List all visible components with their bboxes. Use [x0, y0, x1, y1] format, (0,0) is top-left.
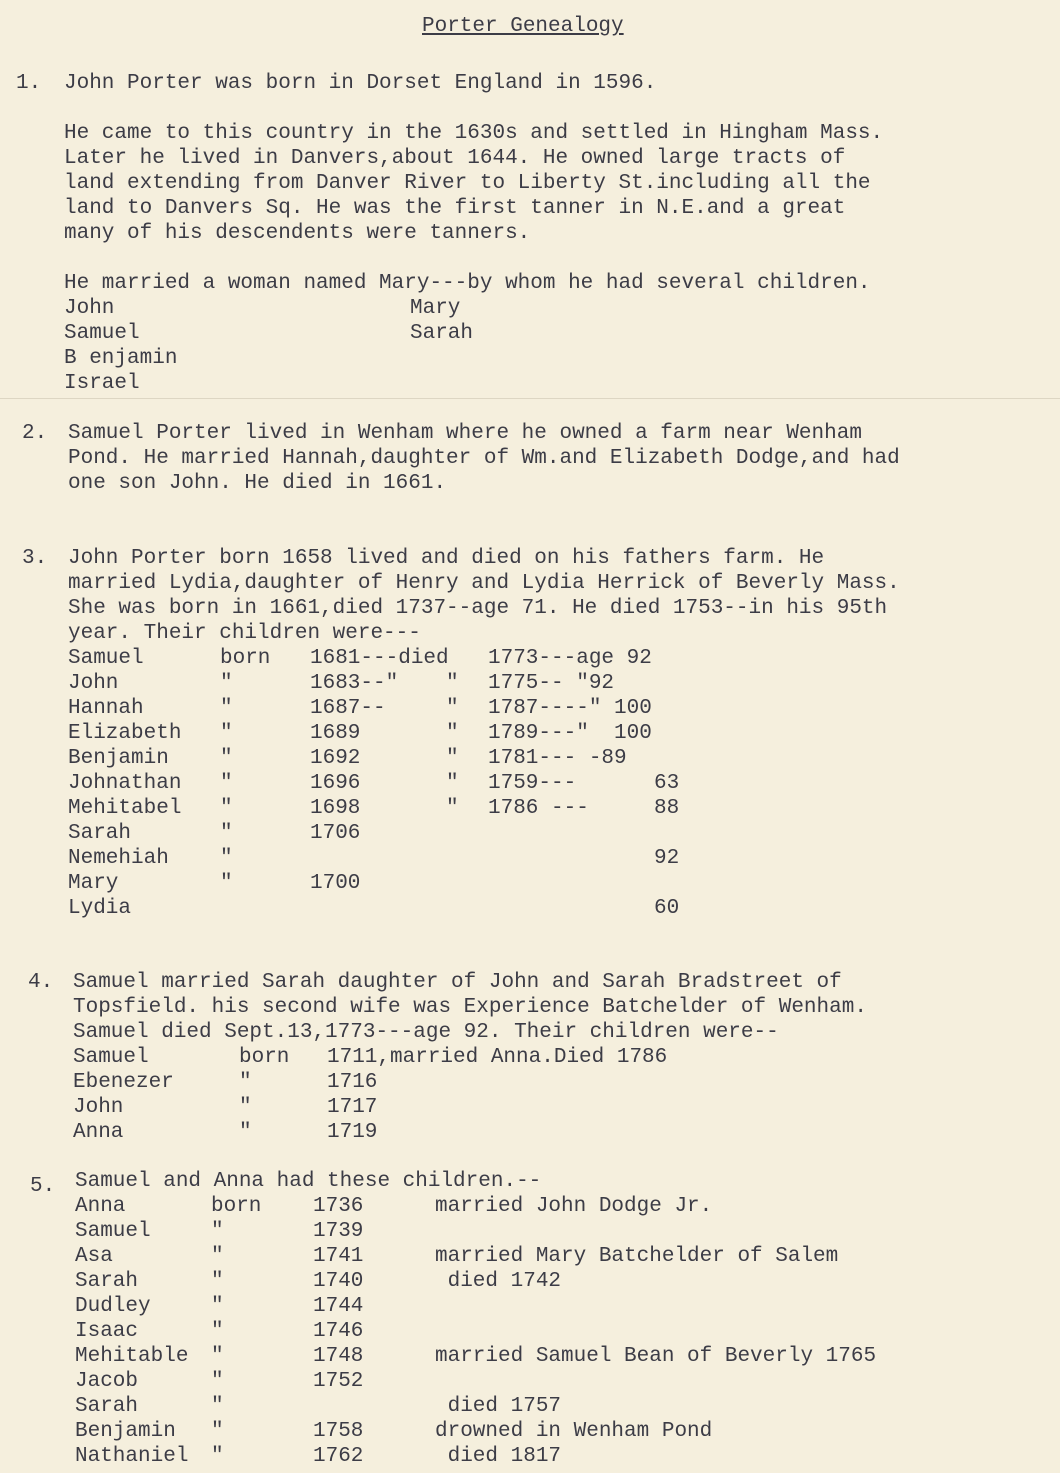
- child-note: married Mary Batchelder of Salem: [435, 1245, 839, 1268]
- child-name: Nathaniel: [75, 1445, 189, 1468]
- age: 88: [654, 797, 680, 820]
- paragraph-line: married Lydia,daughter of Henry and Lydia Herrick of Beverly Mass.: [68, 572, 900, 595]
- child-name: Johnathan: [68, 772, 182, 795]
- child-name: Lydia: [68, 897, 132, 920]
- birth-year: 1736: [313, 1195, 364, 1218]
- died-ditto: ": [446, 772, 459, 795]
- death-info: 1786 ---: [488, 797, 589, 820]
- paragraph-line: one son John. He died in 1661.: [68, 472, 447, 495]
- born-label: ": [211, 1345, 224, 1368]
- died-ditto: ": [446, 797, 459, 820]
- born-label: ": [220, 797, 233, 820]
- paragraph-line: Pond. He married Hannah,daughter of Wm.and Elizabeth Dodge,and had: [68, 447, 900, 470]
- child-name: Mary: [410, 297, 461, 320]
- page-title: Porter Genealogy: [422, 15, 624, 38]
- table-row: [75, 1219, 1050, 1244]
- died-ditto: ": [446, 722, 459, 745]
- age: 92: [654, 847, 680, 870]
- born-label: ": [211, 1245, 224, 1268]
- paragraph-line: Topsfield. his second wife was Experience Batchelder of Wenham.: [73, 996, 867, 1019]
- birth-year: 1746: [313, 1320, 364, 1343]
- born-label: ": [220, 822, 233, 845]
- table-row: [68, 821, 1053, 846]
- table-row: [68, 846, 1053, 871]
- child-name: Mary: [68, 872, 119, 895]
- birth-year: 1748: [313, 1345, 364, 1368]
- born-label: ": [220, 672, 233, 695]
- birth-year: 1692: [310, 747, 361, 770]
- born-label: ": [211, 1395, 224, 1418]
- table-row: [68, 871, 1053, 896]
- birth-year: 1696: [310, 772, 361, 795]
- death-info: 1775-- "92: [488, 672, 615, 695]
- birth-year: 1700: [310, 872, 361, 895]
- section-4: [73, 970, 1053, 1145]
- born-label: ": [239, 1096, 252, 1119]
- child-name: Samuel: [75, 1220, 151, 1243]
- section-5-first-line: Samuel and Anna had these children.--: [75, 1170, 542, 1193]
- child-name: Sarah: [410, 322, 474, 345]
- born-label: ": [220, 722, 233, 745]
- child-note: drowned in Wenham Pond: [435, 1420, 713, 1443]
- paragraph-line: land extending from Danver River to Liberty St.including all the: [64, 172, 871, 195]
- section-4-children-table: [73, 1045, 1053, 1145]
- born-label: born: [220, 647, 271, 670]
- paragraph-line: Samuel died Sept.13,1773---age 92. Their children were--: [73, 1021, 779, 1044]
- section-1-paragraph: [64, 121, 1049, 246]
- child-name: Sarah: [75, 1395, 139, 1418]
- birth-year: 1744: [313, 1295, 364, 1318]
- death-info: 1759---: [488, 772, 577, 795]
- section-1-number: 1.: [16, 72, 42, 95]
- birth-year: 1687--: [310, 697, 386, 720]
- child-name: Samuel: [68, 647, 144, 670]
- birth-year: 1706: [310, 822, 361, 845]
- section-5: [75, 1169, 1050, 1469]
- section-3-children-table: [68, 646, 1053, 921]
- table-row: [75, 1319, 1050, 1344]
- paragraph-line: John Porter born 1658 lived and died on his fathers farm. He: [68, 547, 825, 570]
- table-row: [68, 746, 1053, 771]
- children-left-column: [64, 296, 1049, 396]
- table-row: [73, 1120, 1053, 1145]
- section-3-number: 3.: [22, 547, 48, 570]
- child-name: Asa: [75, 1245, 113, 1268]
- child-name: Benjamin: [75, 1420, 176, 1443]
- section-2-number: 2.: [22, 422, 48, 445]
- paragraph-line: many of his descendents were tanners.: [64, 222, 531, 245]
- child-name: Israel: [64, 372, 140, 395]
- born-label: ": [220, 772, 233, 795]
- birth-year: 1717: [327, 1096, 378, 1119]
- table-row: [75, 1294, 1050, 1319]
- fold-line: [0, 398, 1060, 399]
- born-label: born: [211, 1195, 262, 1218]
- section-3: [68, 546, 1053, 921]
- child-note: died 1742: [435, 1270, 562, 1293]
- child-name: Isaac: [75, 1320, 139, 1343]
- child-name: B enjamin: [64, 347, 178, 370]
- child-name: Anna: [75, 1195, 126, 1218]
- birth-year: 1758: [313, 1420, 364, 1443]
- child-note: died 1817: [435, 1445, 562, 1468]
- child-name: Elizabeth: [68, 722, 182, 745]
- age: 63: [654, 772, 680, 795]
- child-name: Dudley: [75, 1295, 151, 1318]
- born-label: ": [239, 1121, 252, 1144]
- section-1-married-line: He married a woman named Mary---by whom he had several children.: [64, 272, 871, 295]
- children-right-column: [410, 296, 473, 346]
- born-label: ": [211, 1420, 224, 1443]
- death-info: 1789---" 100: [488, 722, 652, 745]
- birth-year: 1752: [313, 1370, 364, 1393]
- table-row: [68, 771, 1053, 796]
- born-label: ": [211, 1445, 224, 1468]
- birth-year: 1719: [327, 1121, 378, 1144]
- section-5-children-table: [75, 1194, 1050, 1469]
- birth-year: 1739: [313, 1220, 364, 1243]
- table-row: [75, 1369, 1050, 1394]
- died-ditto: ": [446, 747, 459, 770]
- born-label: ": [220, 697, 233, 720]
- table-row: [68, 646, 1053, 671]
- child-name: Samuel: [73, 1046, 149, 1069]
- birth-year: 1689: [310, 722, 361, 745]
- child-name: Nemehiah: [68, 847, 169, 870]
- child-name: Anna: [73, 1121, 124, 1144]
- paragraph-line: He came to this country in the 1630s and settled in Hingham Mass.: [64, 122, 884, 145]
- table-row: [68, 671, 1053, 696]
- table-row: [75, 1269, 1050, 1294]
- section-1-children: [64, 296, 1049, 396]
- paragraph-line: land to Danvers Sq. He was the first tanner in N.E.and a great: [64, 197, 846, 220]
- born-label: ": [220, 847, 233, 870]
- born-label: ": [211, 1220, 224, 1243]
- section-4-text: [73, 970, 1053, 1045]
- table-row: [73, 1095, 1053, 1120]
- death-info: 1787----" 100: [488, 697, 652, 720]
- died-ditto: ": [446, 697, 459, 720]
- section-5-number: 5.: [30, 1175, 56, 1198]
- paragraph-line: Samuel Porter lived in Wenham where he owned a farm near Wenham: [68, 422, 862, 445]
- death-info: 1773---age 92: [488, 647, 652, 670]
- table-row: [68, 696, 1053, 721]
- section-2: [68, 421, 1053, 496]
- birth-year: 1740: [313, 1270, 364, 1293]
- section-1-first-line: John Porter was born in Dorset England in 1596.: [64, 72, 657, 95]
- table-row: [75, 1194, 1050, 1219]
- child-name: Jacob: [75, 1370, 139, 1393]
- paragraph-line: Later he lived in Danvers,about 1644. He owned large tracts of: [64, 147, 846, 170]
- birth-year: 1762: [313, 1445, 364, 1468]
- child-name: Mehitable: [75, 1345, 189, 1368]
- child-name: Samuel: [64, 322, 140, 345]
- child-name: Sarah: [75, 1270, 139, 1293]
- born-label: born: [239, 1046, 290, 1069]
- table-row: [68, 721, 1053, 746]
- birth-year: 1711,married Anna.Died 1786: [327, 1046, 668, 1069]
- child-note: married John Dodge Jr.: [435, 1195, 713, 1218]
- birth-year: 1683--": [310, 672, 399, 695]
- born-label: ": [220, 747, 233, 770]
- child-name: Hannah: [68, 697, 144, 720]
- table-row: [75, 1444, 1050, 1469]
- child-name: John: [73, 1096, 124, 1119]
- born-label: ": [220, 872, 233, 895]
- death-info: 1781--- -89: [488, 747, 627, 770]
- birth-year: 1741: [313, 1245, 364, 1268]
- child-note: married Samuel Bean of Beverly 1765: [435, 1345, 877, 1368]
- born-label: ": [211, 1320, 224, 1343]
- table-row: [75, 1419, 1050, 1444]
- born-label: ": [211, 1295, 224, 1318]
- section-1: [64, 71, 1049, 396]
- paragraph-line: She was born in 1661,died 1737--age 71. He died 1753--in his 95th: [68, 597, 888, 620]
- child-name: John: [64, 297, 115, 320]
- birth-year: 1681---died: [310, 647, 449, 670]
- table-row: [68, 796, 1053, 821]
- section-4-number: 4.: [28, 971, 54, 994]
- table-row: [73, 1070, 1053, 1095]
- table-row: [73, 1045, 1053, 1070]
- born-label: ": [211, 1370, 224, 1393]
- child-name: Ebenezer: [73, 1071, 174, 1094]
- paragraph-line: Samuel married Sarah daughter of John and Sarah Bradstreet of: [73, 971, 842, 994]
- child-name: Benjamin: [68, 747, 169, 770]
- child-note: died 1757: [435, 1395, 562, 1418]
- table-row: [75, 1244, 1050, 1269]
- child-name: Mehitabel: [68, 797, 182, 820]
- born-label: ": [239, 1071, 252, 1094]
- table-row: [68, 896, 1053, 921]
- birth-year: 1716: [327, 1071, 378, 1094]
- born-label: ": [211, 1270, 224, 1293]
- paragraph-line: year. Their children were---: [68, 622, 421, 645]
- child-name: Sarah: [68, 822, 132, 845]
- birth-year: 1698: [310, 797, 361, 820]
- table-row: [75, 1344, 1050, 1369]
- age: 60: [654, 897, 680, 920]
- died-ditto: ": [446, 672, 459, 695]
- child-name: John: [68, 672, 119, 695]
- table-row: [75, 1394, 1050, 1419]
- section-3-text: [68, 546, 1053, 646]
